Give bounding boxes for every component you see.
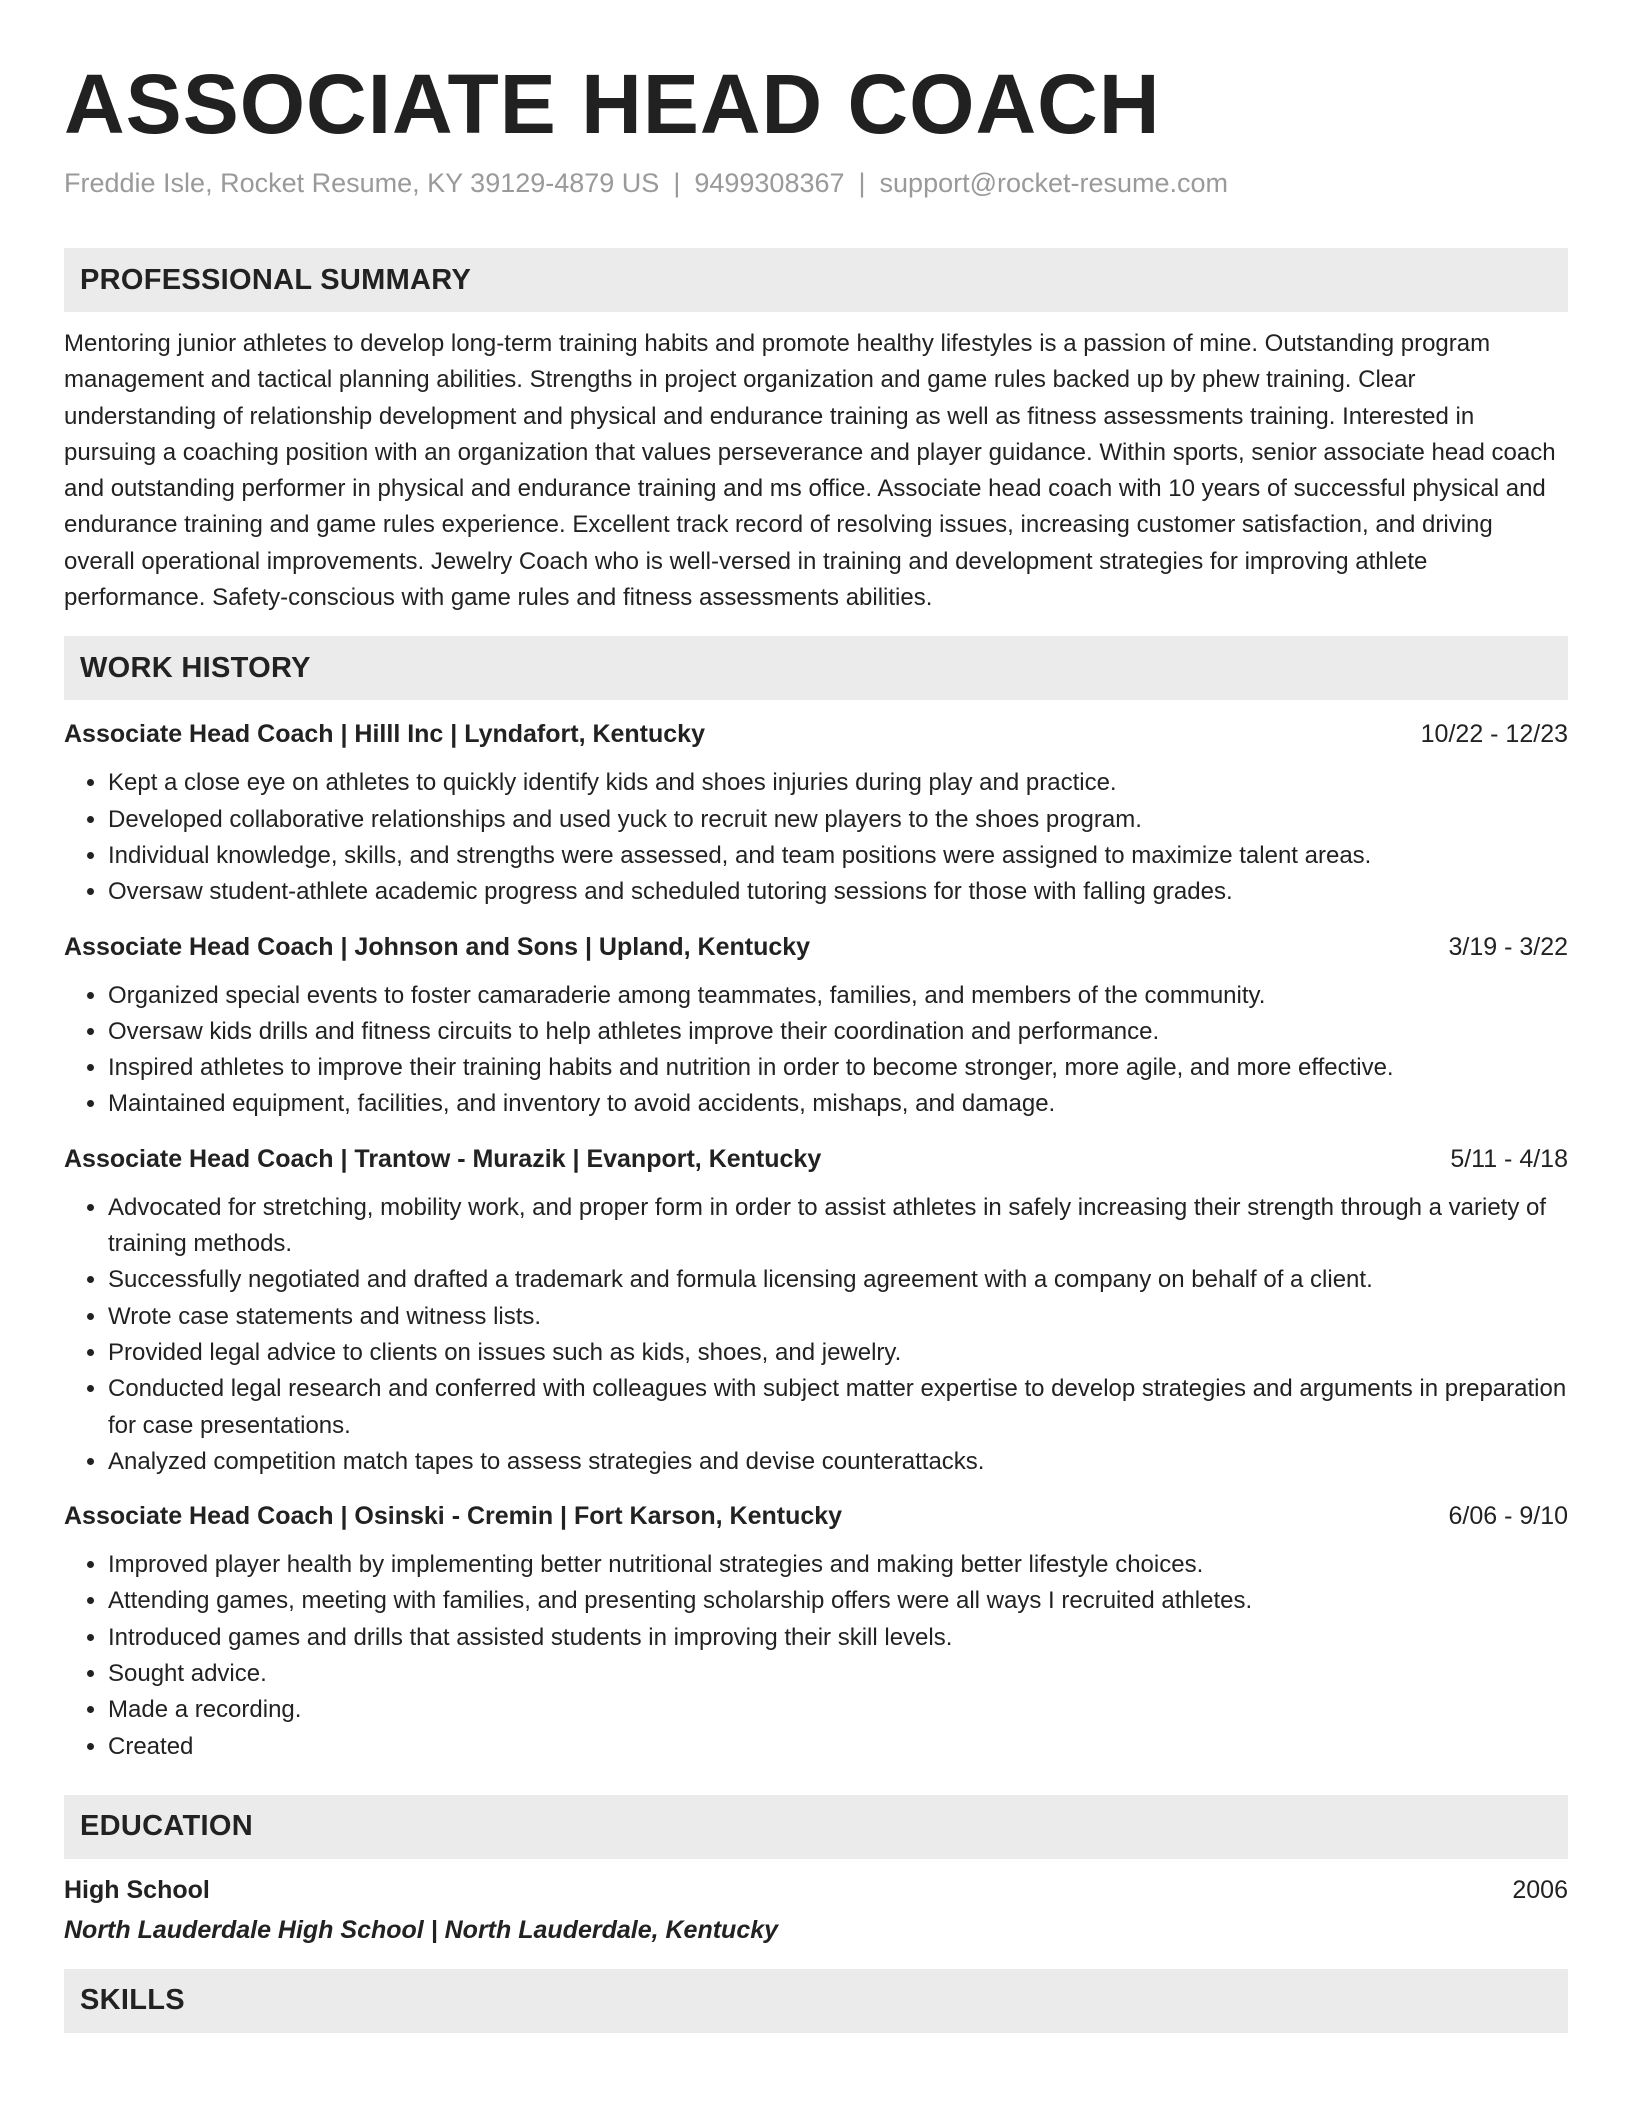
education-header: [64, 1873, 1568, 1907]
education-degree: High School: [64, 1875, 210, 1904]
job-bullets: [64, 1190, 1568, 1480]
job-header: [64, 717, 1568, 751]
resume-name: ASSOCIATE HEAD COACH: [64, 57, 1161, 151]
resume-page: [64, 0, 1568, 2033]
bullet-item: • Organized special events to foster camaraderie among teammates, families, and members of the community.: [108, 978, 1568, 1014]
bullet-item: • Provided legal advice to clients on issues such as kids, shoes, and jewelry.: [108, 1335, 1568, 1371]
job-bullets: [64, 765, 1568, 910]
job-entry: [64, 717, 1568, 910]
bullet-item: • Individual knowledge, skills, and strengths were assessed, and team positions were assigned to maximize talent areas.: [108, 838, 1568, 874]
contact-email: support@rocket-resume.com: [879, 168, 1229, 198]
job-dates: 3/19 - 3/22: [1448, 932, 1568, 961]
job-title: Associate Head Coach | Johnson and Sons | Upland, Kentucky: [64, 932, 811, 961]
job-entry: [64, 1142, 1568, 1480]
bullet-item: • Analyzed competition match tapes to assess strategies and devise counterattacks.: [108, 1444, 1568, 1480]
job-dates: 6/06 - 9/10: [1448, 1502, 1568, 1531]
section-header-summary: [64, 248, 1568, 312]
job-header: [64, 930, 1568, 964]
bullet-item: • Advocated for stretching, mobility work, and proper form in order to assist athletes in safely increasing their strength through a variety of training methods.: [108, 1190, 1568, 1263]
job-entry: [64, 1499, 1568, 1765]
section-header-work: [64, 636, 1568, 700]
bullet-item: • Attending games, meeting with families, and presenting scholarship offers were all ways I recruited athletes.: [108, 1583, 1568, 1619]
section-header-skills: [64, 1969, 1568, 2033]
bullet-item: • Conducted legal research and conferred with colleagues with subject matter expertise to develop strategies and arguments in preparation for case presentations.: [108, 1371, 1568, 1444]
bullet-item: • Created: [108, 1729, 1568, 1765]
bullet-item: • Sought advice.: [108, 1656, 1568, 1692]
bullet-item: • Developed collaborative relationships and used yuck to recruit new players to the shoes program.: [108, 802, 1568, 838]
job-header: [64, 1499, 1568, 1533]
job-title: Associate Head Coach | Trantow - Murazik | Evanport, Kentucky: [64, 1144, 822, 1173]
education-school: North Lauderdale High School | North Lauderdale, Kentucky: [64, 1915, 779, 1944]
job-bullets: [64, 978, 1568, 1123]
section-title: PROFESSIONAL SUMMARY: [80, 263, 472, 296]
bullet-item: • Successfully negotiated and drafted a trademark and formula licensing agreement with a company on behalf of a client.: [108, 1262, 1568, 1298]
contact-line: [64, 166, 1568, 200]
section-header-education: [64, 1795, 1568, 1859]
job-dates: 10/22 - 12/23: [1420, 720, 1568, 749]
contact-phone: 9499308367: [694, 168, 845, 198]
bullet-item: • Oversaw student-athlete academic progress and scheduled tutoring sessions for those with falling grades.: [108, 874, 1568, 910]
job-entry: [64, 930, 1568, 1123]
job-title: Associate Head Coach | Osinski - Cremin | Fort Karson, Kentucky: [64, 1502, 843, 1531]
section-title: EDUCATION: [80, 1810, 253, 1843]
bullet-item: • Inspired athletes to improve their training habits and nutrition in order to become stronger, more agile, and more effective.: [108, 1050, 1568, 1086]
bullet-item: • Introduced games and drills that assisted students in improving their skill levels.: [108, 1620, 1568, 1656]
bullet-item: • Kept a close eye on athletes to quickly identify kids and shoes injuries during play and practice.: [108, 765, 1568, 801]
bullet-item: • Maintained equipment, facilities, and inventory to avoid accidents, mishaps, and damage.: [108, 1086, 1568, 1122]
job-title: Associate Head Coach | Hilll Inc | Lyndafort, Kentucky: [64, 720, 705, 749]
bullet-item: • Wrote case statements and witness lists.: [108, 1299, 1568, 1335]
education-entry: [64, 1873, 1568, 1947]
contact-separator: |: [673, 168, 681, 198]
bullet-item: • Oversaw kids drills and fitness circuits to help athletes improve their coordination and performance.: [108, 1014, 1568, 1050]
education-year: 2006: [1512, 1875, 1568, 1904]
summary-text: Mentoring junior athletes to develop long-term training habits and promote healthy lifestyles is a passion of mine. Outstanding program management and tactical planning abilities. Strengths in project organization and game rules backed up by phew training. Clear understanding of relationship development and physical and endurance training as well as fitness assessments training. Interested in pursuing a coaching position with an organization that values perseverance and player guidance. Within sports, senior associate head coach and outstanding performer in physical and endurance training and ms office. Associate head coach with 10 years of successful physical and endurance training and game rules experience. Excellent track record of resolving issues, increasing customer satisfaction, and driving overall operational improvements. Jewelry Coach who is well-versed in training and development strategies for improving athlete performance. Safety-conscious with game rules and fitness assessments abilities.: [64, 330, 1556, 612]
contact-separator: |: [858, 168, 866, 198]
bullet-item: • Made a recording.: [108, 1692, 1568, 1728]
section-title: SKILLS: [80, 1984, 185, 2017]
contact-address: Freddie Isle, Rocket Resume, KY 39129-4879 US: [64, 168, 660, 198]
section-title: WORK HISTORY: [80, 651, 311, 684]
job-dates: 5/11 - 4/18: [1450, 1144, 1568, 1173]
job-bullets: [64, 1547, 1568, 1765]
bullet-item: • Improved player health by implementing better nutritional strategies and making better lifestyle choices.: [108, 1547, 1568, 1583]
job-header: [64, 1142, 1568, 1176]
